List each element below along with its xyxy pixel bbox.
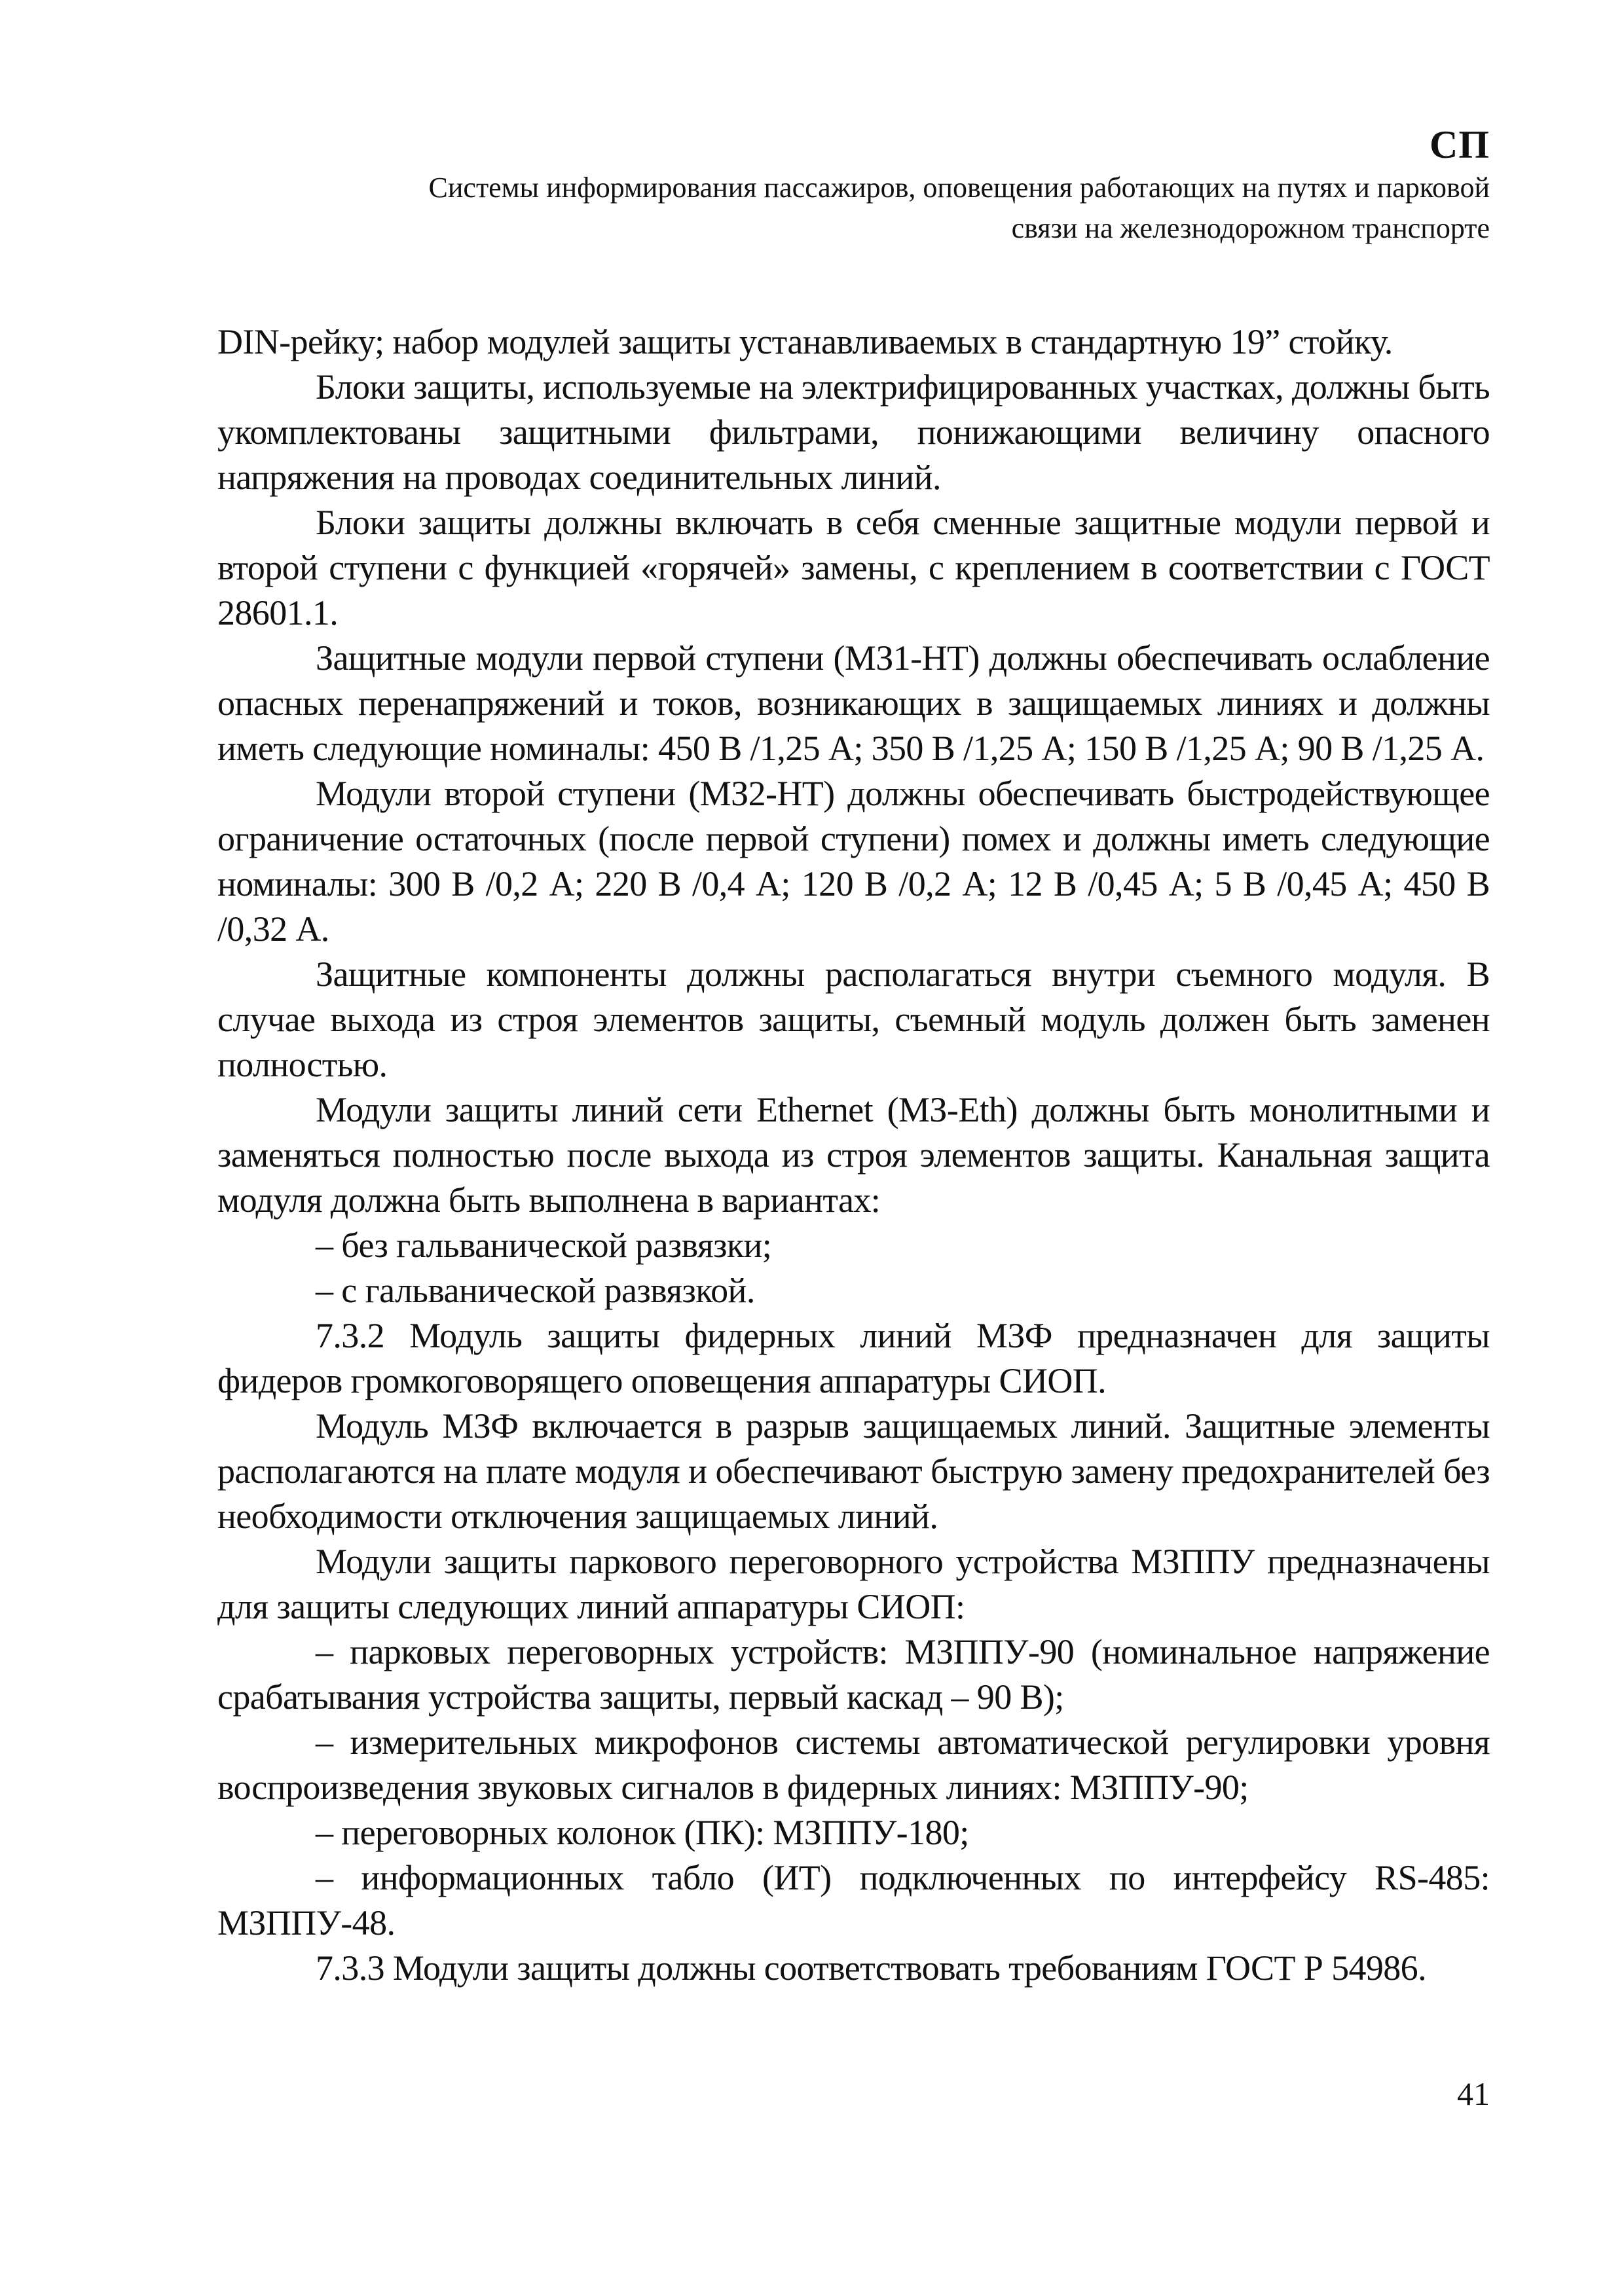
document-body [217, 319, 1490, 1991]
paragraph-replaceable-modules: Блоки защиты должны включать в себя сменные защитные модули первой и второй ступени с функцией «горячей» замены, с креплением в соответствии с ГОСТ 28601.1. [217, 503, 1490, 632]
standard-code: СП [1430, 123, 1490, 166]
list-item-information-boards: – информационных табло (ИТ) подключенных по интерфейсу RS-485: МЗППУ-48. [217, 1858, 1490, 1942]
paragraph-section-7-3-3: 7.3.3 Модули защиты должны соответствовать требованиям ГОСТ Р 54986. [316, 1948, 1426, 1988]
list-item-measuring-microphones: – измерительных микрофонов системы автоматической регулировки уровня воспроизведения звуковых сигналов в фидерных линиях: МЗППУ-90; [217, 1722, 1490, 1807]
standard-title-line-2: связи на железнодорожном транспорте [1011, 212, 1490, 244]
paragraph-mzppu-modules: Модули защиты паркового переговорного устройства МЗППУ предназначены для защиты следующих линий аппаратуры СИОП: [217, 1542, 1490, 1626]
page-number: 41 [1457, 2075, 1490, 2112]
standard-title [196, 168, 1490, 249]
paragraph-ethernet-modules: Модули защиты линий сети Ethernet (МЗ-Eth) должны быть монолитными и заменяться полностью после выхода из строя элементов защиты. Канальная защита модуля должна быть выполнена в вариантах: [217, 1090, 1490, 1220]
list-item-park-intercom: – парковых переговорных устройств: МЗППУ-90 (номинальное напряжение срабатывания устройства защиты, первый каскад – 90 В); [217, 1632, 1490, 1717]
paragraph-section-7-3-2: 7.3.2 Модуль защиты фидерных линий МЗФ предназначен для защиты фидеров громкоговорящего оповещения аппаратуры СИОП. [217, 1316, 1490, 1400]
paragraph-protective-components: Защитные компоненты должны располагаться внутри съемного модуля. В случае выхода из строя элементов защиты, съемный модуль должен быть заменен полностью. [217, 955, 1490, 1084]
list-item-galvanic-isolation: – с гальванической развязкой. [316, 1271, 755, 1310]
paragraph-protection-blocks-filters: Блоки защиты, используемые на электрифицированных участках, должны быть укомплектованы защитными фильтрами, понижающими величину опасного напряжения на проводах соединительных линий. [217, 367, 1490, 497]
paragraph-mzf-module: Модуль МЗФ включается в разрыв защищаемых линий. Защитные элементы располагаются на плате модуля и обеспечивают быструю замену предохранителей без необходимости отключения защищаемых линий. [217, 1406, 1490, 1536]
list-item-intercom-columns: – переговорных колонок (ПК): МЗППУ-180; [316, 1813, 969, 1852]
standard-title-line-1: Системы информирования пассажиров, оповещения работающих на путях и парковой [428, 172, 1490, 204]
paragraph-first-stage-modules: Защитные модули первой ступени (МЗ1-НТ) должны обеспечивать ослабление опасных перенапряжений и токов, возникающих в защищаемых линиях и должны иметь следующие номиналы: 450 В /1,25 А; 350 В /1,25 А; 150 В /1,25 А; 90 В /1,25 А. [217, 638, 1490, 768]
page-header [196, 123, 1490, 249]
paragraph-second-stage-modules: Модули второй ступени (МЗ2-НТ) должны обеспечивать быстродействующее ограничение остаточных (после первой ступени) помех и должны иметь следующие номиналы: 300 В /0,2 А; 220 В /0,4 А; 120 В /0,2 А; 12 В /0,45 А; 5 В /0,45 А; 450 В /0,32 А. [217, 774, 1490, 949]
paragraph-din-rail-continuation: DIN-рейку; набор модулей защиты устанавливаемых в стандартную 19” стойку. [217, 322, 1393, 361]
list-item-no-galvanic-isolation: – без гальванической развязки; [316, 1226, 772, 1265]
